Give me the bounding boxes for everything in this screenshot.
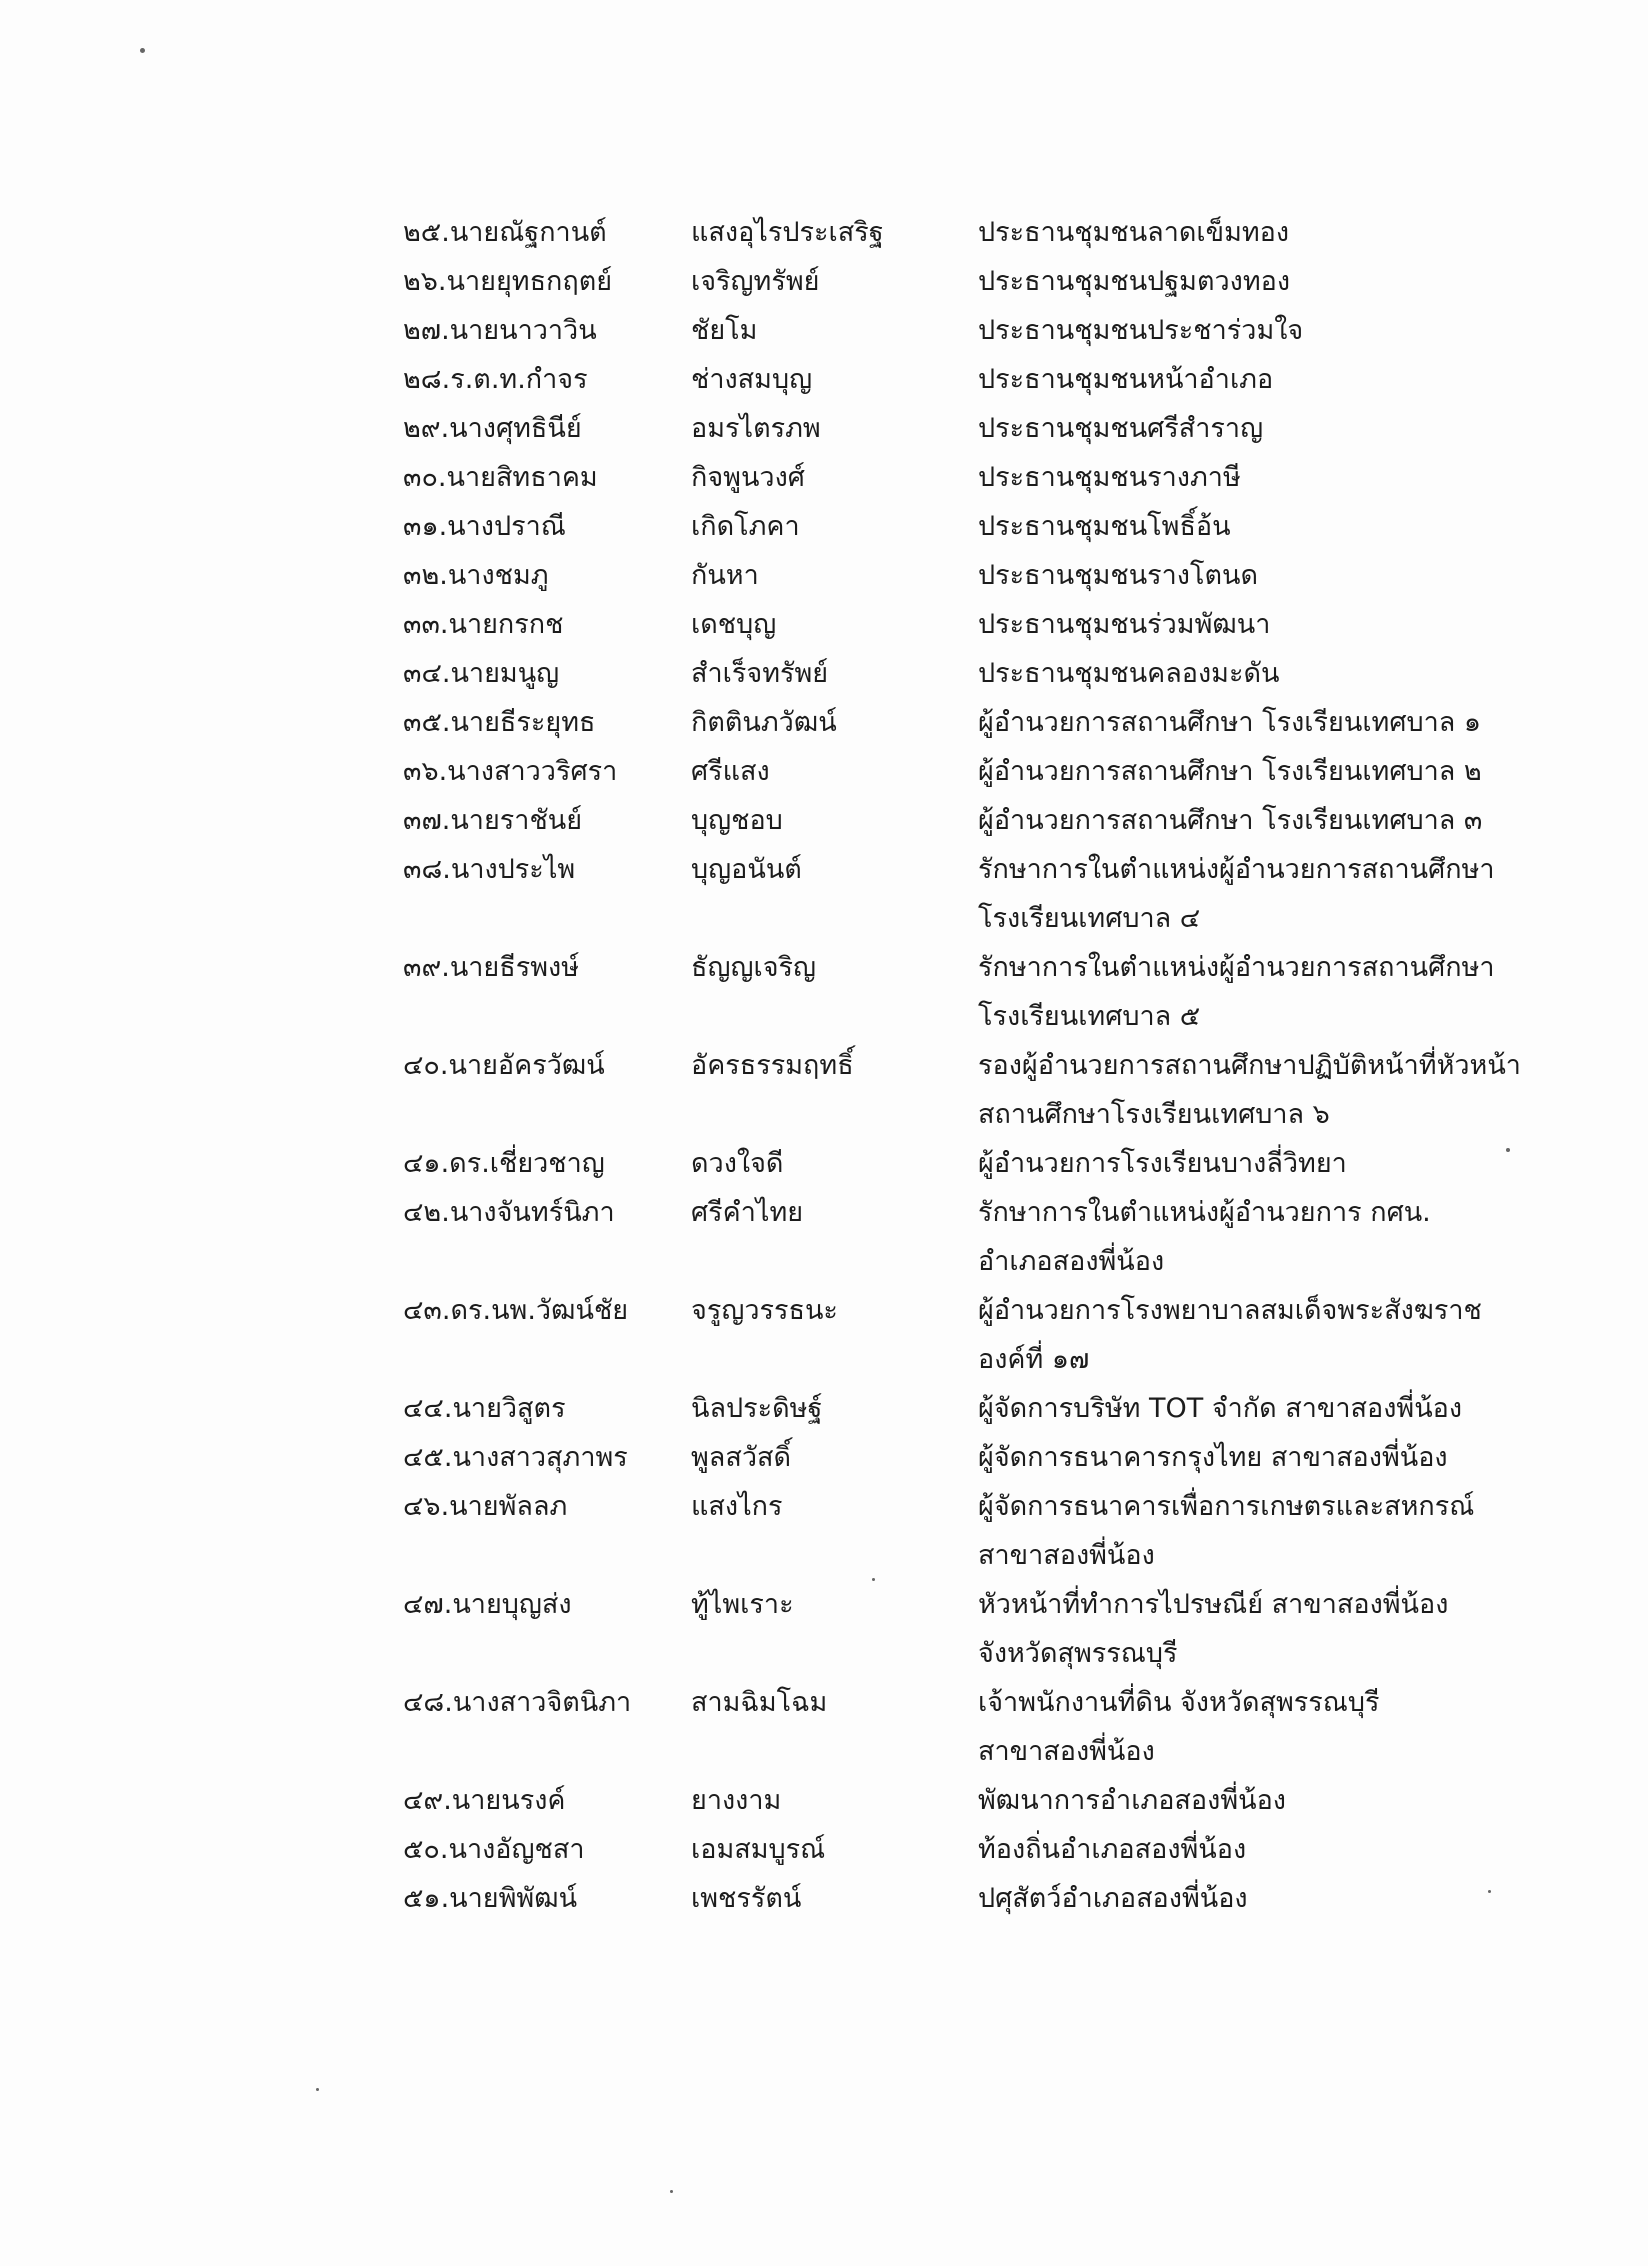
- attendee-last-name: เอมสมบูรณ์: [691, 1834, 826, 1865]
- attendee-last-name: เดชบุญ: [691, 609, 777, 640]
- attendee-position: [978, 208, 1538, 257]
- attendee-position: [978, 1678, 1538, 1776]
- attendee-position: [978, 551, 1538, 600]
- position-line: ประธานชุมชนประชาร่วมใจ: [978, 315, 1304, 346]
- list-item: [403, 1384, 1543, 1433]
- list-item: [403, 306, 1543, 355]
- attendee-first-name: ๓๐.นายสิทธาคม: [403, 462, 598, 493]
- attendee-first-name: ๔๓.ดร.นพ.วัฒน์ชัย: [403, 1295, 629, 1326]
- scan-speck: [140, 48, 145, 53]
- attendee-first-name: ๓๖.นางสาววริศรา: [403, 756, 618, 787]
- attendee-last-name: ทู้ไพเราะ: [691, 1589, 794, 1620]
- attendee-first-name: ๔๘.นางสาวจิตนิภา: [403, 1687, 632, 1718]
- position-line: สาขาสองพี่น้อง: [978, 1736, 1155, 1767]
- attendee-position: [978, 404, 1538, 453]
- attendee-list: [403, 208, 1543, 1923]
- attendee-position: [978, 1139, 1538, 1188]
- position-line: ประธานชุมชนหน้าอำเภอ: [978, 364, 1274, 395]
- attendee-first-name: ๕๑.นายพิพัฒน์: [403, 1883, 578, 1914]
- attendee-position: [978, 600, 1538, 649]
- attendee-last-name: ดวงใจดี: [691, 1148, 784, 1179]
- attendee-last-name: กิตตินภวัฒน์: [691, 707, 837, 738]
- position-line: องค์ที่ ๑๗: [978, 1344, 1090, 1375]
- position-line: รักษาการในตำแหน่งผู้อำนวยการสถานศึกษา: [978, 854, 1495, 885]
- attendee-position: [978, 355, 1538, 404]
- position-line: ประธานชุมชนรางภาษี: [978, 462, 1241, 493]
- attendee-last-name: ยางงาม: [691, 1785, 782, 1816]
- position-line: ท้องถิ่นอำเภอสองพี่น้อง: [978, 1834, 1247, 1865]
- position-line: ประธานชุมชนรางโตนด: [978, 560, 1259, 591]
- attendee-position: [978, 1286, 1538, 1384]
- attendee-last-name: สำเร็จทรัพย์: [691, 658, 829, 689]
- attendee-last-name: จรูญวรรธนะ: [691, 1295, 838, 1326]
- position-line: ผู้อำนวยการโรงเรียนบางลี่วิทยา: [978, 1148, 1347, 1179]
- position-line: เจ้าพนักงานที่ดิน จังหวัดสุพรรณบุรี: [978, 1687, 1380, 1718]
- position-line: ผู้จัดการบริษัท TOT จำกัด สาขาสองพี่น้อง: [978, 1393, 1463, 1424]
- position-line: รักษาการในตำแหน่งผู้อำนวยการ กศน.: [978, 1197, 1431, 1228]
- scan-speck: [872, 1578, 875, 1581]
- attendee-last-name: เพชรรัตน์: [691, 1883, 802, 1914]
- list-item: [403, 551, 1543, 600]
- attendee-last-name: บุญชอบ: [691, 805, 783, 836]
- attendee-first-name: ๓๗.นายราชันย์: [403, 805, 583, 836]
- attendee-first-name: ๔๙.นายนรงค์: [403, 1785, 566, 1816]
- list-item: [403, 502, 1543, 551]
- list-item: [403, 1139, 1543, 1188]
- attendee-last-name: พูลสวัสดิ์: [691, 1442, 791, 1473]
- attendee-last-name: กิจพูนวงศ์: [691, 462, 805, 493]
- position-line: จังหวัดสุพรรณบุรี: [978, 1638, 1178, 1669]
- attendee-last-name: นิลประดิษฐ์: [691, 1393, 823, 1424]
- scan-speck: [1488, 1890, 1491, 1893]
- list-item: [403, 943, 1543, 1041]
- position-line: โรงเรียนเทศบาล ๕: [978, 1001, 1201, 1032]
- attendee-position: [978, 1041, 1538, 1139]
- list-item: [403, 1678, 1543, 1776]
- attendee-first-name: ๓๙.นายธีรพงษ์: [403, 952, 580, 983]
- attendee-first-name: ๓๓.นายกรกช: [403, 609, 564, 640]
- attendee-last-name: ช่างสมบุญ: [691, 364, 813, 395]
- attendee-position: [978, 698, 1538, 747]
- attendee-position: [978, 1580, 1538, 1678]
- position-line: ประธานชุมชนคลองมะดัน: [978, 658, 1280, 689]
- list-item: [403, 796, 1543, 845]
- attendee-first-name: ๓๕.นายธีระยุทธ: [403, 707, 596, 738]
- attendee-position: [978, 1874, 1538, 1923]
- list-item: [403, 1776, 1543, 1825]
- attendee-position: [978, 453, 1538, 502]
- position-line: ประธานชุมชนร่วมพัฒนา: [978, 609, 1271, 640]
- list-item: [403, 1825, 1543, 1874]
- position-line: พัฒนาการอำเภอสองพี่น้อง: [978, 1785, 1286, 1816]
- attendee-last-name: บุญอนันต์: [691, 854, 802, 885]
- attendee-position: [978, 1825, 1538, 1874]
- position-line: ผู้อำนวยการโรงพยาบาลสมเด็จพระสังฆราช: [978, 1295, 1482, 1326]
- attendee-first-name: ๔๑.ดร.เชี่ยวชาญ: [403, 1148, 605, 1179]
- position-line: รองผู้อำนวยการสถานศึกษาปฏิบัติหน้าที่หัวหน้า: [978, 1050, 1521, 1081]
- position-line: โรงเรียนเทศบาล ๔: [978, 903, 1201, 934]
- attendee-first-name: ๒๕.นายณัฐกานต์: [403, 217, 607, 248]
- list-item: [403, 747, 1543, 796]
- list-item: [403, 453, 1543, 502]
- position-line: ประธานชุมชนโพธิ์อ้น: [978, 511, 1231, 542]
- list-item: [403, 698, 1543, 747]
- list-item: [403, 1286, 1543, 1384]
- attendee-position: [978, 502, 1538, 551]
- position-line: ประธานชุมชนลาดเข็มทอง: [978, 217, 1290, 248]
- attendee-position: [978, 1433, 1538, 1482]
- position-line: หัวหน้าที่ทำการไปรษณีย์ สาขาสองพี่น้อง: [978, 1589, 1449, 1620]
- attendee-first-name: ๒๘.ร.ต.ท.กำจร: [403, 364, 588, 395]
- attendee-position: [978, 1188, 1538, 1286]
- attendee-position: [978, 306, 1538, 355]
- attendee-last-name: กันหา: [691, 560, 759, 591]
- list-item: [403, 1041, 1543, 1139]
- list-item: [403, 257, 1543, 306]
- attendee-position: [978, 796, 1538, 845]
- list-item: [403, 208, 1543, 257]
- attendee-first-name: ๔๕.นางสาวสุภาพร: [403, 1442, 628, 1473]
- position-line: สถานศึกษาโรงเรียนเทศบาล ๖: [978, 1099, 1330, 1130]
- list-item: [403, 1188, 1543, 1286]
- attendee-position: [978, 845, 1538, 943]
- scan-speck: [316, 2088, 319, 2091]
- position-line: ผู้จัดการธนาคารเพื่อการเกษตรและสหกรณ์: [978, 1491, 1475, 1522]
- attendee-first-name: ๔๗.นายบุญส่ง: [403, 1589, 572, 1620]
- attendee-first-name: ๒๗.นายนาวาวิน: [403, 315, 597, 346]
- position-line: ปศุสัตว์อำเภอสองพี่น้อง: [978, 1883, 1248, 1914]
- attendee-last-name: เจริญทรัพย์: [691, 266, 820, 297]
- list-item: [403, 845, 1543, 943]
- list-item: [403, 355, 1543, 404]
- position-line: ผู้จัดการธนาคารกรุงไทย สาขาสองพี่น้อง: [978, 1442, 1448, 1473]
- attendee-position: [978, 1482, 1538, 1580]
- attendee-first-name: ๓๘.นางประไพ: [403, 854, 576, 885]
- attendee-last-name: แสงไกร: [691, 1491, 783, 1522]
- attendee-position: [978, 257, 1538, 306]
- position-line: ประธานชุมชนปฐมตวงทอง: [978, 266, 1291, 297]
- attendee-last-name: สามฉิมโฉม: [691, 1687, 828, 1718]
- position-line: ผู้อำนวยการสถานศึกษา โรงเรียนเทศบาล ๑: [978, 707, 1482, 738]
- scan-speck: [1506, 1148, 1510, 1152]
- attendee-first-name: ๓๒.นางชมภู: [403, 560, 549, 591]
- attendee-position: [978, 649, 1538, 698]
- attendee-position: [978, 1776, 1538, 1825]
- attendee-first-name: ๔๒.นางจันทร์นิภา: [403, 1197, 615, 1228]
- position-line: อำเภอสองพี่น้อง: [978, 1246, 1165, 1277]
- position-line: ประธานชุมชนศรีสำราญ: [978, 413, 1264, 444]
- attendee-first-name: ๓๑.นางปราณี: [403, 511, 566, 542]
- attendee-last-name: ศรีแสง: [691, 756, 770, 787]
- attendee-position: [978, 1384, 1538, 1433]
- list-item: [403, 600, 1543, 649]
- attendee-last-name: แสงอุไรประเสริฐ: [691, 217, 884, 248]
- attendee-first-name: ๔๖.นายพัลลภ: [403, 1491, 568, 1522]
- attendee-last-name: อมรไตรภพ: [691, 413, 821, 444]
- attendee-last-name: ชัยโม: [691, 315, 758, 346]
- position-line: รักษาการในตำแหน่งผู้อำนวยการสถานศึกษา: [978, 952, 1495, 983]
- attendee-position: [978, 747, 1538, 796]
- attendee-last-name: เกิดโภคา: [691, 511, 800, 542]
- list-item: [403, 1874, 1543, 1923]
- attendee-first-name: ๒๙.นางศุทธินีย์: [403, 413, 582, 444]
- attendee-first-name: ๕๐.นางอัญชสา: [403, 1834, 585, 1865]
- attendee-first-name: ๔๐.นายอัครวัฒน์: [403, 1050, 605, 1081]
- list-item: [403, 1433, 1543, 1482]
- scan-speck: [670, 2190, 673, 2193]
- attendee-first-name: ๒๖.นายยุทธกฤตย์: [403, 266, 613, 297]
- list-item: [403, 649, 1543, 698]
- list-item: [403, 1580, 1543, 1678]
- attendee-last-name: ศรีคำไทย: [691, 1197, 804, 1228]
- attendee-last-name: ธัญญเจริญ: [691, 952, 817, 983]
- position-line: ผู้อำนวยการสถานศึกษา โรงเรียนเทศบาล ๓: [978, 805, 1483, 836]
- attendee-first-name: ๔๔.นายวิสูตร: [403, 1393, 566, 1424]
- attendee-position: [978, 943, 1538, 1041]
- attendee-last-name: อัครธรรมฤทธิ์: [691, 1050, 854, 1081]
- attendee-first-name: ๓๔.นายมนูญ: [403, 658, 560, 689]
- list-item: [403, 404, 1543, 453]
- list-item: [403, 1482, 1543, 1580]
- position-line: สาขาสองพี่น้อง: [978, 1540, 1155, 1571]
- position-line: ผู้อำนวยการสถานศึกษา โรงเรียนเทศบาล ๒: [978, 756, 1482, 787]
